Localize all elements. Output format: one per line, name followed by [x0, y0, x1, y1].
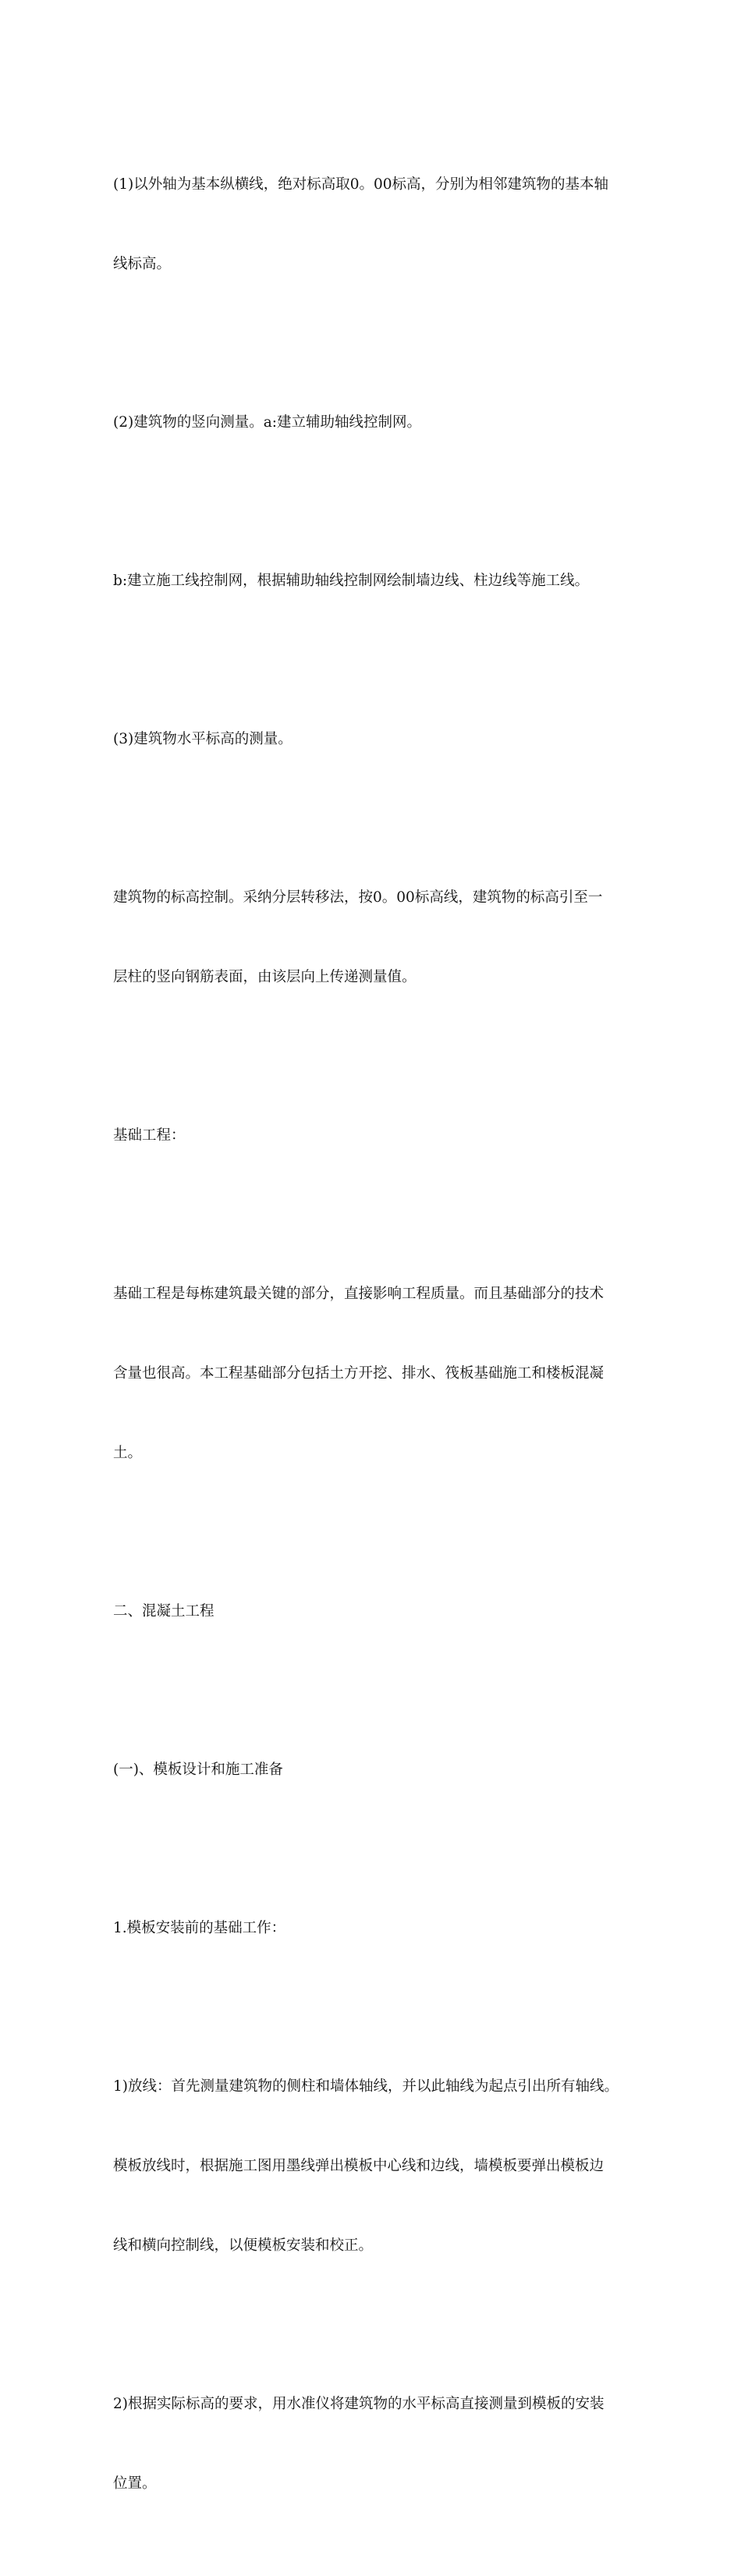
text-line: 基础工程是每栋建筑最关键的部分，直接影响工程质量。而且基础部分的技术: [113, 1286, 604, 1302]
text-line: (3)建筑物水平标高的测量。: [113, 731, 292, 747]
text-line: 位置。: [113, 2475, 157, 2492]
heading-formwork-preparation: [113, 1862, 632, 1995]
paragraph-setting-out: [113, 2021, 632, 2312]
heading-concrete-works: [113, 1545, 632, 1678]
text-line: (2)建筑物的竖向测量。a:建立辅助轴线控制网。: [113, 414, 421, 431]
text-line: 模板放线时，根据施工图用墨线弹出模板中心线和边线，墙模板要弹出模板边: [113, 2158, 604, 2174]
paragraph-axis-baseline: [113, 119, 632, 331]
text-line: 线标高。: [113, 256, 172, 272]
text-line: (一)、模板设计和施工准备: [113, 1762, 283, 1778]
document-body: [113, 119, 632, 2576]
text-line: 1)放线：首先测量建筑物的侧柱和墙体轴线，并以此轴线为起点引出所有轴线。: [113, 2078, 619, 2095]
text-line: 基础工程：: [113, 1127, 186, 1144]
text-line: 1.模板安装前的基础工作：: [113, 1920, 286, 1936]
heading-formwork-design: [113, 1704, 632, 1836]
paragraph-foundation-description: [113, 1228, 632, 1520]
text-line: b:建立施工线控制网，根据辅助轴线控制网绘制墙边线、柱边线等施工线。: [113, 573, 590, 589]
text-line: 土。: [113, 1445, 143, 1461]
text-line: 二、混凝土工程: [113, 1603, 214, 1620]
text-line: 层柱的竖向钢筋表面，由该层向上传递测量值。: [113, 969, 417, 985]
paragraph-level-measurement: [113, 2338, 632, 2550]
text-line: 2)根据实际标高的要求，用水准仪将建筑物的水平标高直接测量到模板的安装: [113, 2396, 604, 2412]
text-line: 线和横向控制线，以便模板安装和校正。: [113, 2237, 374, 2254]
paragraph-elevation-control: [113, 832, 632, 1044]
paragraph-construction-control-net: [113, 515, 632, 648]
text-line: 含量也很高。本工程基础部分包括土方开挖、排水、筏板基础施工和楼板混凝: [113, 1365, 604, 1382]
text-line: (1)以外轴为基本纵横线，绝对标高取0。00标高，分别为相邻建筑物的基本轴: [113, 176, 609, 193]
text-line: 建筑物的标高控制。采纳分层转移法，按0。00标高线，建筑物的标高引至一: [113, 889, 603, 906]
paragraph-horizontal-elevation: [113, 673, 632, 806]
heading-foundation-works: [113, 1070, 632, 1202]
paragraph-vertical-measurement: [113, 357, 632, 489]
